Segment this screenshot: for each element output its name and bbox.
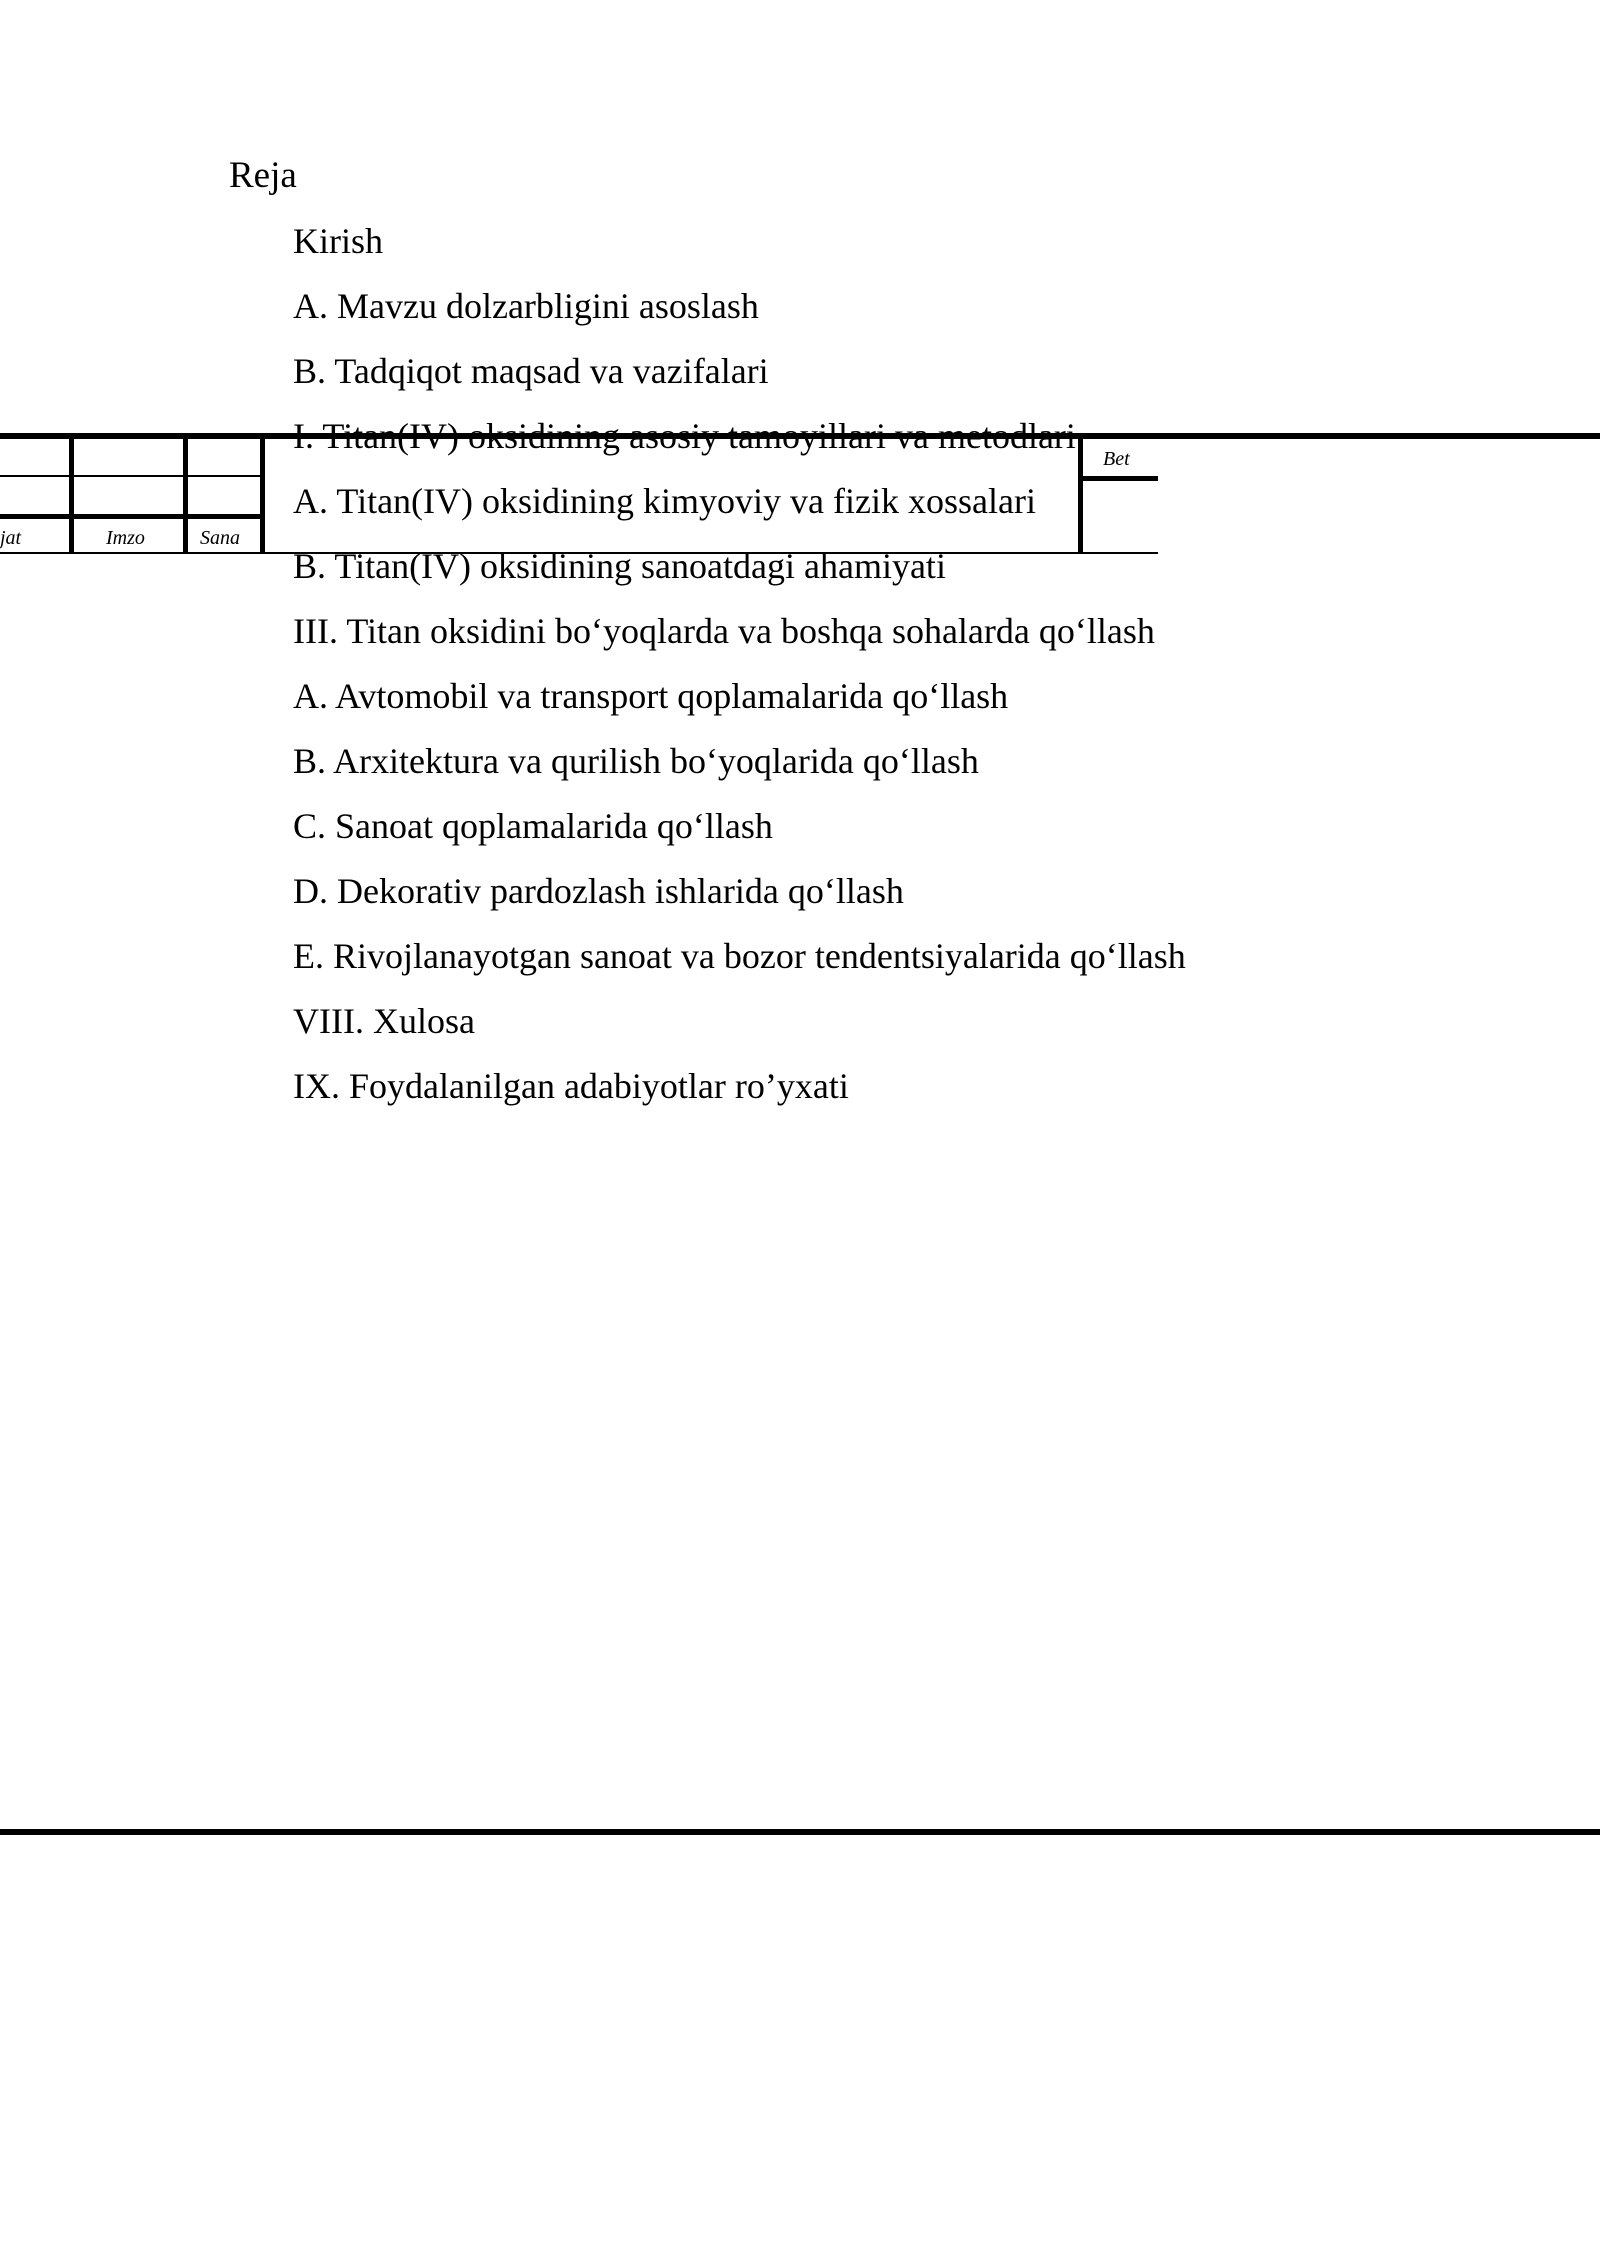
outline-item: A. Avtomobil va transport qoplamalarida qo‘llash <box>293 676 1009 716</box>
outline-item: B. Titan(IV) oksidining sanoatdagi ahamiyati <box>293 546 946 586</box>
document-title: Reja <box>229 155 297 196</box>
outline-item: B. Tadqiqot maqsad va vazifalari <box>293 351 769 391</box>
outline-list <box>293 217 1186 1127</box>
outline-item: D. Dekorativ pardozlash ishlarida qo‘llash <box>293 871 904 911</box>
outline-item: III. Titan oksidini bo‘yoqlarda va boshqa sohalarda qo‘llash <box>293 611 1155 651</box>
stamp-label-imzo: Imzo <box>106 527 145 549</box>
outline-item: C. Sanoat qoplamalarida qo‘llash <box>293 806 773 846</box>
stamp-label-sana: Sana <box>200 527 240 549</box>
stamp-row-thin-1 <box>0 475 262 477</box>
frame-bottom-border <box>0 1829 1600 1835</box>
outline-item: A. Titan(IV) oksidining kimyoviy va fizik xossalari <box>293 481 1036 521</box>
outline-item: Kirish <box>293 221 383 261</box>
outline-item: A. Mavzu dolzarbligini asoslash <box>293 286 759 326</box>
outline-item: E. Rivojlanayotgan sanoat va bozor tendentsiyalarida qo‘llash <box>293 936 1186 976</box>
stamp-label-bet: Bet <box>1103 448 1130 470</box>
stamp-divider-1 <box>69 436 74 554</box>
outline-item: IX. Foydalanilgan adabiyotlar ro’yxati <box>293 1066 849 1106</box>
stamp-divider-3 <box>260 436 265 554</box>
stamp-row-thick <box>0 514 262 519</box>
stamp-label-hujjat: jat <box>0 527 22 549</box>
outline-item: B. Arxitektura va qurilish bo‘yoqlarida qo‘llash <box>293 741 979 781</box>
outline-item: VIII. Xulosa <box>293 1001 475 1041</box>
stamp-divider-2 <box>183 436 188 554</box>
outline-item: I. Titan(IV) oksidining asosiy tamoyillari va metodlari <box>293 416 1076 456</box>
